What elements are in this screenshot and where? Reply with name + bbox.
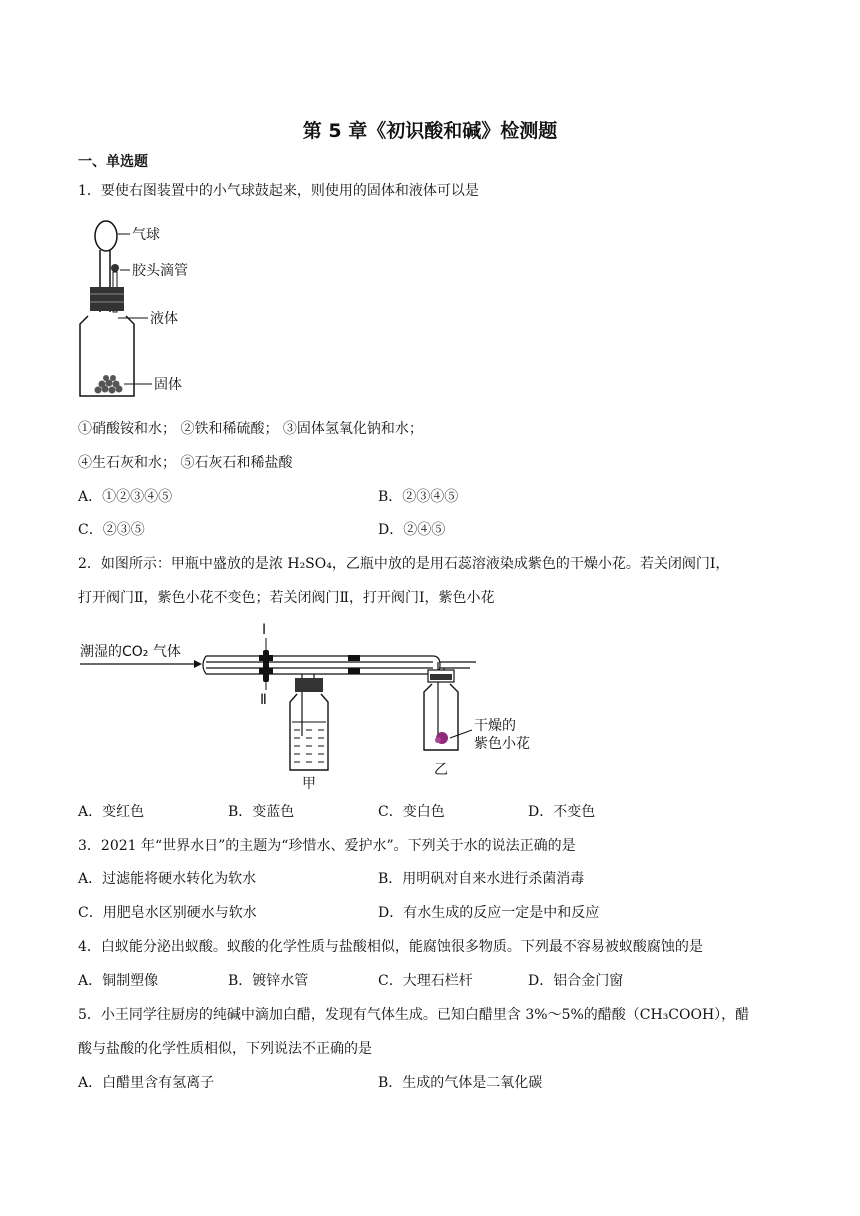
balloon-shape bbox=[95, 221, 117, 251]
q3-stem: 3．2021 年“世界水日”的主题为“珍惜水、爱护水”。下列关于水的说法正确的是 bbox=[78, 838, 576, 854]
label-solid: 固体 bbox=[154, 377, 182, 393]
q2-option-c[interactable]: C．变白色 bbox=[378, 804, 445, 820]
q1-choice-line-1: ①硝酸铵和水； ②铁和稀硫酸； ③固体氢氧化钠和水； bbox=[78, 421, 423, 437]
q4-option-b[interactable]: B．镀锌水管 bbox=[228, 973, 309, 989]
q1-option-a[interactable]: A．①②③④⑤ bbox=[78, 489, 173, 505]
q2-stem-line-1: 2．如图所示：甲瓶中盛放的是浓 H₂SO₄，乙瓶中放的是用石蕊溶液染成紫色的干燥小花。若关闭阀门Ⅰ， bbox=[78, 556, 730, 572]
label-moist-co2: 潮湿的CO₂ 气体 bbox=[80, 644, 181, 660]
section-heading: 一、单选题 bbox=[78, 154, 148, 170]
q2-stem-line-2: 打开阀门Ⅱ，紫色小花不变色；若关闭阀门Ⅱ，打开阀门Ⅰ，紫色小花 bbox=[78, 590, 495, 606]
q3-option-b[interactable]: B．用明矾对自来水进行杀菌消毒 bbox=[378, 871, 585, 887]
dropper-bulb bbox=[111, 264, 119, 272]
label-bottle-yi: 乙 bbox=[434, 762, 448, 778]
q1-option-b[interactable]: B．②③④⑤ bbox=[378, 489, 459, 505]
q5-option-a[interactable]: A．白醋里含有氢离子 bbox=[78, 1075, 215, 1091]
q4-option-d[interactable]: D．铝合金门窗 bbox=[528, 973, 624, 989]
bottle-jia-stopper bbox=[295, 678, 323, 692]
q2-option-a[interactable]: A．变红色 bbox=[78, 804, 145, 820]
valve-two bbox=[259, 664, 273, 682]
label-valve-2: Ⅱ bbox=[260, 692, 267, 708]
solid-particles bbox=[95, 375, 123, 394]
label-flower-1: 干燥的 bbox=[474, 718, 516, 734]
q5-option-b[interactable]: B．生成的气体是二氧化碳 bbox=[378, 1075, 543, 1091]
q1-stem: 1．要使右图装置中的小气球鼓起来，则使用的固体和液体可以是 bbox=[78, 183, 479, 199]
q1-choice-line-2: ④生石灰和水； ⑤石灰石和稀盐酸 bbox=[78, 455, 293, 471]
q3-option-a[interactable]: A．过滤能将硬水转化为软水 bbox=[78, 871, 257, 887]
q4-option-a[interactable]: A．铜制塑像 bbox=[78, 973, 159, 989]
label-balloon: 气球 bbox=[132, 227, 160, 243]
label-bottle-jia: 甲 bbox=[302, 776, 316, 792]
q5-stem-line-1: 5．小王同学往厨房的纯碱中滴加白醋，发现有气体生成。已知白醋里含 3%～5%的醋酸（CH₃COOH），醋 bbox=[78, 1007, 750, 1023]
label-valve-1: Ⅰ bbox=[262, 622, 267, 638]
q5-stem-line-2: 酸与盐酸的化学性质相似，下列说法不正确的是 bbox=[78, 1041, 372, 1057]
q2-option-b[interactable]: B．变蓝色 bbox=[228, 804, 295, 820]
q1-option-d[interactable]: D．②④⑤ bbox=[378, 522, 446, 538]
bottle-jia-outline bbox=[290, 694, 328, 770]
page-title: 第 5 章《初识酸和碱》检测题 bbox=[302, 120, 558, 142]
stopper bbox=[90, 287, 124, 311]
q1-apparatus-figure bbox=[78, 212, 218, 402]
q3-option-c[interactable]: C．用肥皂水区别硬水与软水 bbox=[78, 905, 257, 921]
q2-option-d[interactable]: D．不变色 bbox=[528, 804, 596, 820]
label-dropper: 胶头滴管 bbox=[132, 263, 188, 279]
q1-option-c[interactable]: C．②③⑤ bbox=[78, 522, 145, 538]
q4-option-c[interactable]: C．大理石栏杆 bbox=[378, 973, 473, 989]
q4-stem: 4．白蚁能分泌出蚁酸。蚁酸的化学性质与盐酸相似，能腐蚀很多物质。下列最不容易被蚁酸腐蚀的是 bbox=[78, 939, 703, 955]
label-liquid: 液体 bbox=[150, 311, 178, 327]
q3-option-d[interactable]: D．有水生成的反应一定是中和反应 bbox=[378, 905, 600, 921]
bottle-jia-liquid bbox=[292, 722, 326, 762]
label-flower-2: 紫色小花 bbox=[474, 736, 530, 752]
q2-apparatus-figure bbox=[78, 612, 548, 792]
